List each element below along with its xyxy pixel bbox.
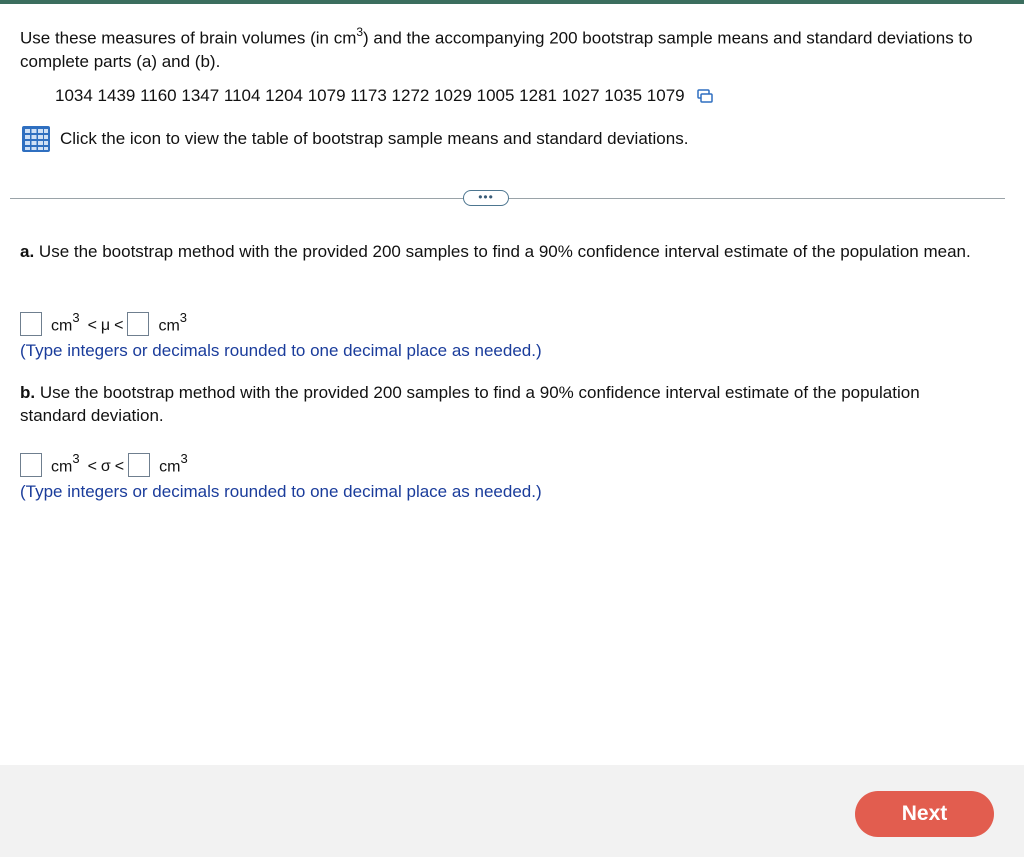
data-values: 1034 1439 1160 1347 1104 1204 1079 1173 1272 1029 1005 1281 1027 1035 1079 [55, 86, 685, 105]
part-a-question [20, 240, 980, 263]
part-b-text: Use the bootstrap method with the provided 200 samples to find a 90% confidence interval estimate of the population standard deviation. [20, 383, 920, 425]
intro-text-1: Use these measures of brain volumes (in cm [20, 28, 357, 48]
copy-icon[interactable] [697, 89, 713, 103]
part-a-upper-input[interactable] [127, 312, 149, 336]
data-values-row [55, 86, 713, 106]
less-than-symbol: < [114, 458, 125, 476]
part-a-upper-unit: $cm^3$ [158, 310, 188, 335]
intro-text-2: ) and the accompanying 200 bootstrap sample means and standard deviations to complete parts (a) and (b). [20, 28, 973, 71]
part-b-lower-unit: $cm^3$ [51, 451, 80, 476]
part-b-upper-unit: $cm^3$ [159, 451, 188, 476]
expand-more-button[interactable]: ••• [463, 190, 509, 206]
intro-superscript: 3 [356, 25, 364, 39]
part-b-answer-row [20, 451, 194, 477]
mu-symbol: μ [100, 317, 111, 335]
table-grid-icon[interactable] [21, 125, 51, 153]
less-than-symbol: < [87, 458, 97, 476]
part-a-hint: (Type integers or decimals rounded to one decimal place as needed.) [20, 341, 542, 360]
part-a-lower-input[interactable] [20, 312, 42, 336]
table-link-row [21, 125, 688, 153]
part-a-text: Use the bootstrap method with the provided 200 samples to find a 90% confidence interval estimate of the population mean. [34, 242, 971, 261]
part-a-label: a. [20, 242, 35, 261]
part-b-lower-input[interactable] [20, 453, 42, 477]
table-link-text: Click the icon to view the table of bootstrap sample means and standard deviations. [60, 129, 689, 148]
part-a-lower-unit: $cm^3$ [51, 310, 80, 335]
part-b-upper-input[interactable] [128, 453, 150, 477]
less-than-symbol: < [114, 317, 124, 335]
part-b-label: b. [20, 383, 36, 402]
sigma-symbol: σ [100, 458, 111, 476]
top-accent-bar [0, 0, 1024, 4]
part-b-question [20, 381, 980, 427]
problem-intro [20, 22, 1000, 73]
less-than-symbol: < [87, 317, 97, 335]
next-button[interactable]: Next [855, 791, 994, 837]
part-b-hint: (Type integers or decimals rounded to one decimal place as needed.) [20, 482, 542, 501]
part-a-answer-row [20, 310, 193, 336]
